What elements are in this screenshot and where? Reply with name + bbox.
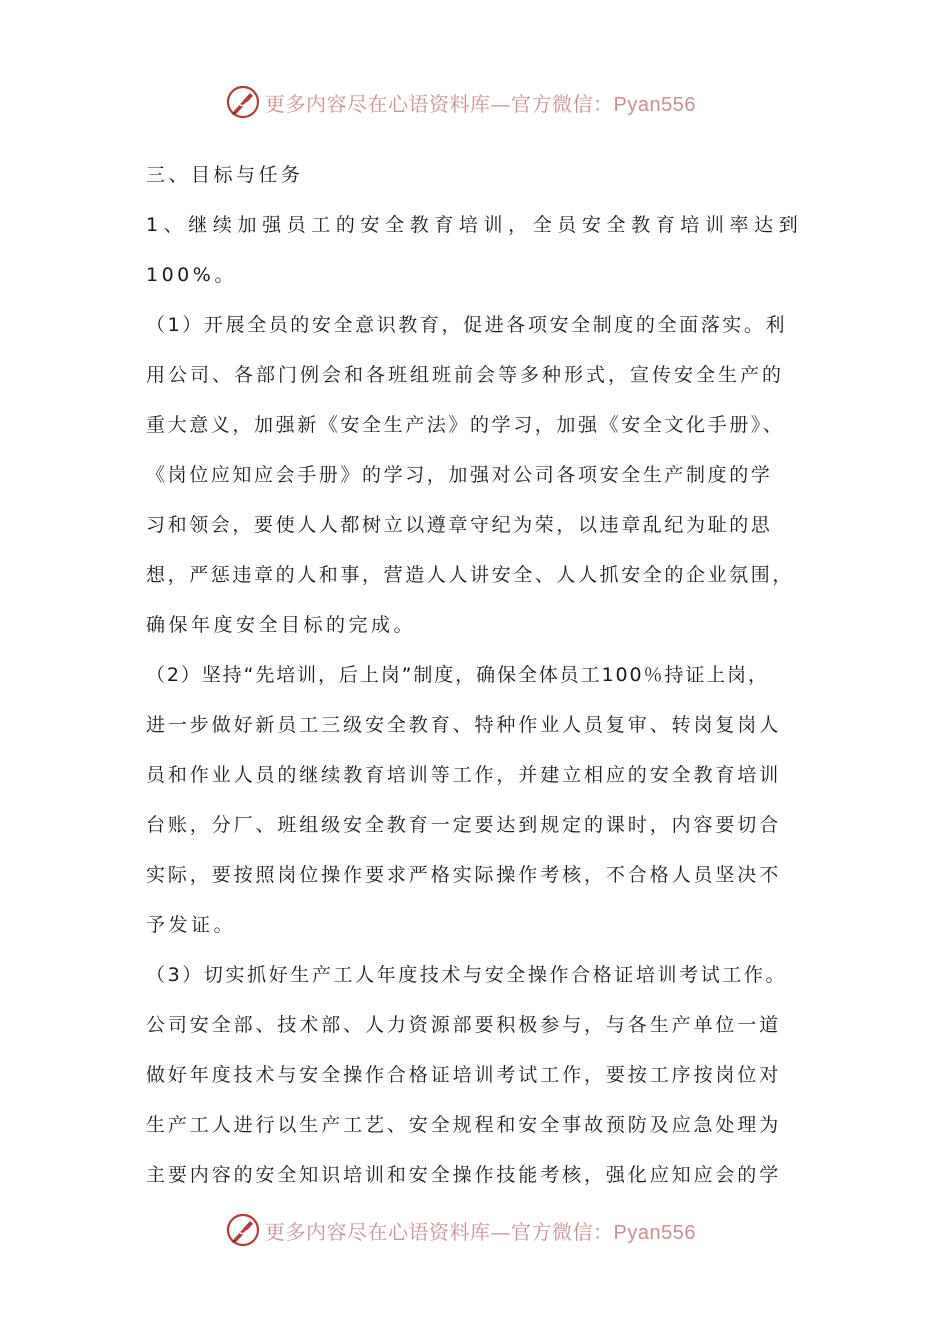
pen-logo-icon (225, 1212, 261, 1248)
text-line: 进一步做好新员工三级安全教育、特种作业人员复审、转岗复岗人 (146, 714, 782, 736)
text-line: 做好年度技术与安全操作合格证培训考试工作，要按工序按岗位对 (146, 1064, 782, 1086)
text-line: 员和作业人员的继续教育培训等工作，并建立相应的安全教育培训 (146, 764, 782, 786)
text-line: （3）切实抓好生产工人年度技术与安全操作合格证培训考试工作。 (146, 964, 788, 986)
footer-banner (0, 1208, 950, 1252)
text-line: 1、继续加强员工的安全教育培训，全员安全教育培训率达到 (146, 214, 804, 236)
text-line: 重大意义，加强新《安全生产法》的学习，加强《安全文化手册》、 (146, 414, 785, 436)
text-line: （1）开展全员的安全意识教育，促进各项安全制度的全面落实。利 (146, 314, 788, 336)
text-line: 公司安全部、技术部、人力资源部要积极参与，与各生产单位一道 (146, 1014, 782, 1036)
text-line: 100%。 (146, 264, 237, 286)
text-line: 确保年度安全目标的完成。 (146, 614, 417, 636)
pen-logo-icon (225, 84, 261, 120)
text-line: （2）坚持“先培训，后上岗”制度，确保全体员工100％持证上岗， (146, 664, 769, 686)
text-line: 实际，要按照岗位操作要求严格实际操作考核，不合格人员坚决不 (146, 864, 782, 886)
text-line: 予发证。 (146, 914, 237, 936)
text-line: 用公司、各部门例会和各班组班前会等多种形式，宣传安全生产的 (146, 364, 785, 386)
text-line: 习和领会，要使人人都树立以遵章守纪为荣，以违章乱纪为耻的思 (146, 514, 773, 536)
section-heading: 三、目标与任务 (146, 164, 304, 186)
text-line: 《岗位应知应会手册》的学习，加强对公司各项安全生产制度的学 (146, 464, 773, 486)
text-line: 想，严惩违章的人和事，营造人人讲安全、人人抓安全的企业氛围， (146, 564, 795, 586)
document-body (146, 150, 808, 1200)
banner-text: 更多内容尽在心语资料库—官方微信：Pyan556 (265, 91, 696, 116)
header-banner (0, 80, 950, 124)
text-line: 生产工人进行以生产工艺、安全规程和安全事故预防及应急处理为 (146, 1114, 782, 1136)
banner-text: 更多内容尽在心语资料库—官方微信：Pyan556 (265, 1219, 696, 1244)
text-line: 主要内容的安全知识培训和安全操作技能考核，强化应知应会的学 (146, 1164, 782, 1186)
text-line: 台账，分厂、班组级安全教育一定要达到规定的课时，内容要切合 (146, 814, 782, 836)
